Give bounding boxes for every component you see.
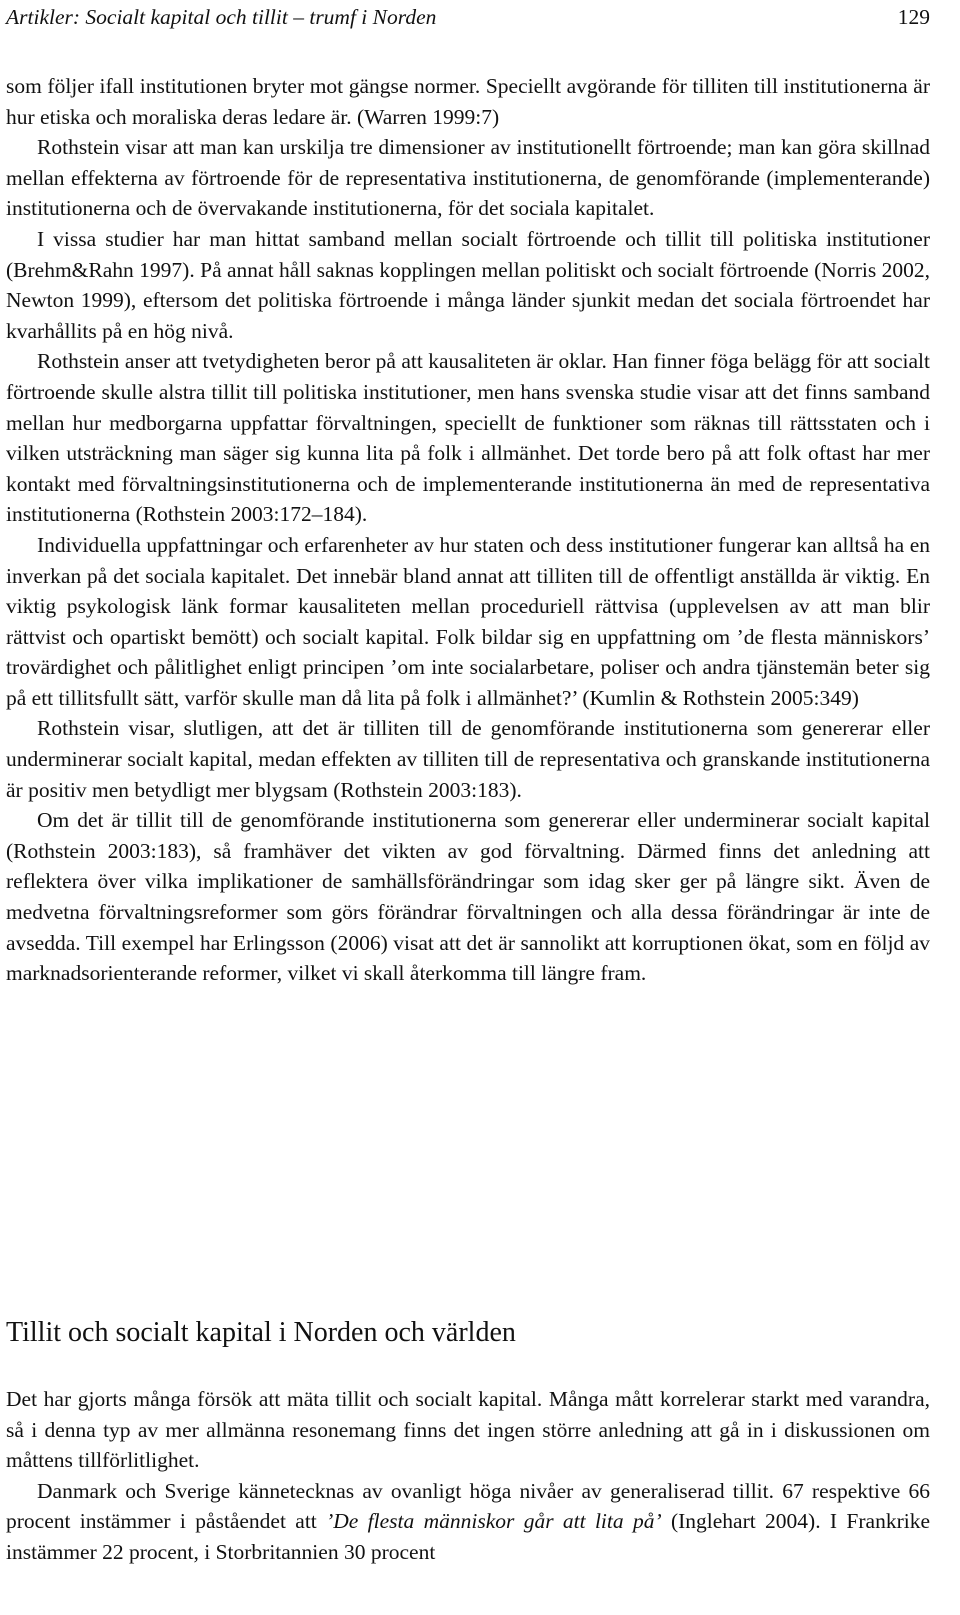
page-number: 129 [897,5,930,29]
paragraph-6: Rothstein visar, slutligen, att det är tilliten till de genomförande institutionerna som genererar eller underminerar socialt kapital, medan effekten av tilliten till de representativa och granskande institutionerna är positiv men betydligt mer blygsam (Rothstein 2003:183). [6,716,930,802]
section-paragraph-2-end: (Inglehart 2004). I Frankrike instämmer 22 procent, i Storbritannien 30 procent [6,1509,930,1564]
article-body [6,71,930,989]
quoted-statement: ’De flesta människor går att lita på’ [326,1509,662,1534]
paragraph-7: Om det är tillit till de genomförande institutionerna som genererar eller underminerar socialt kapital (Rothstein 2003:183), så framhäver det vikten av god förvaltning. Därmed finns det anledning att reflektera över vilka implikationer de samhällsförändringar som idag sker ger på längre sikt. Även de medvetna förvaltningsreformer som görs förändrar förvaltningen och alla dessa förändringar är inte de avsedda. Till exempel har Erlingsson (2006) visat att det är sannolikt att korruptionen ökat, som en följd av marknadsorienterande reformer, vilket vi skall återkomma till längre fram. [6,808,930,986]
paragraph-4: Rothstein anser att tvetydigheten beror på att kausaliteten är oklar. Han finner föga belägg för att socialt förtroende skulle alstra tillit till politiska institutioner, men hans svenska studie visar att det finns samband mellan hur medborgarna uppfattar förvaltningen, speciellt de funktioner som räknas till rättsstaten och i vilken utsträckning man säger sig kunna lita på folk i allmänhet. Det torde bero på att folk oftast har mer kontakt med förvaltningsinstitutionerna och de implementerande institutionerna än med de representativa institutionerna (Rothstein 2003:172–184). [6,349,930,527]
section-paragraph-1: Det har gjorts många försök att mäta tillit och socialt kapital. Många mått korrelerar starkt med varandra, så i denna typ av mer allmänna resonemang finns det ingen större anledning att gå in i diskussionen om måttens tillförlitlighet. [6,1387,930,1473]
section-body [6,1384,930,1568]
paragraph-1: som följer ifall institutionen bryter mot gängse normer. Speciellt avgörande för tilliten till institutionerna är hur etiska och moraliska deras ledare är. (Warren 1999:7) [6,74,930,129]
paragraph-2: Rothstein visar att man kan urskilja tre dimensioner av institutionellt förtroende; man kan göra skillnad mellan effekterna av förtroende för de representativa institutionerna, de genomförande (implementerande) institutionerna och de övervakande institutionerna, för det sociala kapitalet. [6,135,930,221]
running-header [6,2,930,32]
section-heading: Tillit och socialt kapital i Norden och världen [6,1317,516,1348]
paragraph-5: Individuella uppfattningar och erfarenheter av hur staten och dess institutioner fungerar kan alltså ha en inverkan på det sociala kapitalet. Det innebär bland annat att tilliten till de offentligt anställda är viktig. En viktig psykologisk länk formar kausaliteten mellan proceduriell rättvisa (upplevelsen av att man blir rättvist och opartiskt bemött) och socialt kapital. Folk bildar sig en uppfattning om ’de flesta människors’ trovärdighet och pålitlighet enligt principen ’om inte socialarbetare, poliser och andra tjänstemän beter sig på ett tillitsfullt sätt, varför skulle man då lita på folk i allmänhet?’ (Kumlin & Rothstein 2005:349) [6,532,930,710]
section-paragraph-2 [6,1476,930,1568]
section-paragraph-2-start: Danmark och Sverige kännetecknas av ovanligt höga nivåer av generaliserad tillit. 67 respektive 66 procent instämmer i påståendet att [6,1478,930,1534]
paragraph-3: I vissa studier har man hittat samband mellan socialt förtroende och tillit till politiska institutioner (Brehm&Rahn 1997). På annat håll saknas kopplingen mellan politiskt och socialt förtroende (Norris 2002, Newton 1999), eftersom det politiska förtroende i många länder sjunkit medan det sociala förtroendet har kvarhållits på en hög nivå. [6,226,930,343]
running-header-title: Artikler: Socialt kapital och tillit – trumf i Norden [6,5,437,29]
